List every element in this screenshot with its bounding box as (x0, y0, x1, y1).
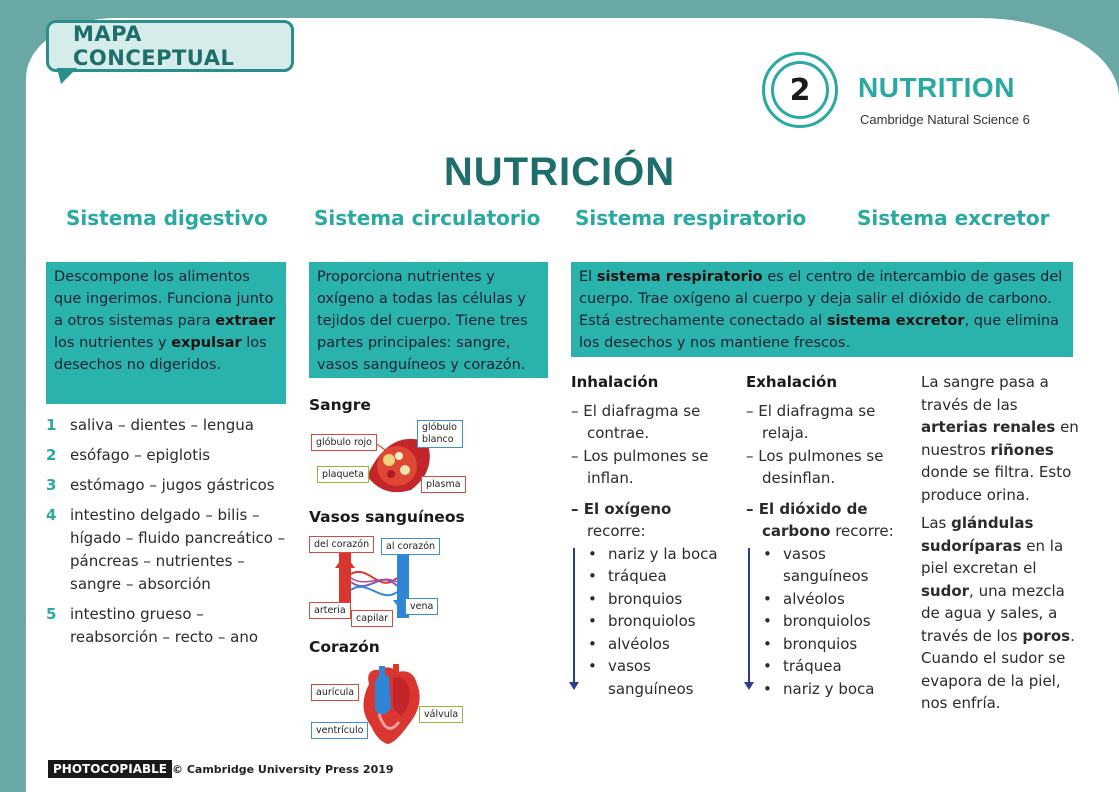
list-item (46, 504, 286, 596)
step-text: saliva – dientes – lengua (70, 416, 254, 434)
excretor-bold: riñones (990, 440, 1054, 459)
label-del-corazon: del corazón (309, 536, 374, 553)
co2-line (746, 498, 906, 543)
label-globulo-rojo: glóbulo rojo (311, 434, 377, 451)
corazon-title: Corazón (309, 638, 380, 656)
circulatorio-intro-box: Proporciona nutrientes y oxígeno a todas las células y tejidos del cuerpo. Tiene tres partes principales: sangre, vasos sanguíneos y corazón. (309, 262, 548, 378)
copyright-text: © Cambridge University Press 2019 (172, 763, 394, 776)
inhalacion-line: – Los pulmones se inflan. (571, 446, 709, 487)
list-item: • alvéolos (783, 588, 906, 611)
list-item (46, 414, 286, 437)
list-item (46, 474, 286, 497)
excretor-bold: arterias renales (921, 418, 1056, 436)
list-item: • bronquiolos (783, 610, 906, 633)
list-item: • bronquios (608, 588, 731, 611)
excretor-bold: poros (1022, 626, 1071, 645)
photocopiable-badge: PHOTOCOPIABLE (48, 760, 172, 778)
oxygen-arrow (573, 548, 575, 688)
digestivo-intro-box (46, 262, 286, 404)
digestivo-intro-text: los nutrientes y (54, 335, 172, 351)
digestivo-intro-bold: expulsar (171, 335, 242, 351)
vasos-title: Vasos sanguíneos (309, 508, 465, 526)
label-capilar: capilar (351, 610, 393, 627)
step-number: 5 (46, 605, 57, 623)
list-item: • nariz y boca (783, 678, 906, 701)
heading-respiratorio: Sistema respiratorio (575, 206, 807, 230)
label-auricula: aurícula (311, 684, 359, 701)
excretor-text-span: . Cuando el sudor se evapora de la piel, nos enfría. (921, 626, 1075, 712)
unit-badge (762, 52, 838, 128)
respiratorio-intro-text: , que elimina los desechos y nos mantiene frescos. (579, 313, 1059, 351)
label-al-corazon: al corazón (381, 538, 440, 555)
list-item: • alvéolos (608, 633, 731, 656)
oxygen-bold: – El oxígeno (571, 499, 672, 518)
excretor-text-span: Las (921, 514, 952, 532)
label-globulo-blanco: glóbulo blanco (417, 420, 463, 448)
excretor-text-span: donde se filtra. Esto produce orina. (921, 463, 1072, 504)
respiratorio-intro-box (571, 262, 1073, 357)
list-item: • tráquea (608, 565, 731, 588)
step-text: esófago – epiglotis (70, 446, 211, 464)
vessels-illustration (309, 534, 459, 626)
exhalacion-title: Exhalación (746, 373, 838, 391)
label-valvula: válvula (419, 706, 463, 723)
digestivo-intro-text: Descompone los alimentos que ingerimos. Funciona junto a otros sistemas para (54, 269, 274, 329)
list-item: • tráquea (783, 655, 906, 678)
exhalacion-column (746, 371, 906, 700)
concept-map-tag: MAPA CONCEPTUAL (46, 20, 294, 72)
inhalacion-column (571, 371, 731, 700)
list-item: • bronquios (783, 633, 906, 656)
heading-excretor: Sistema excretor (857, 206, 1050, 230)
digestivo-intro-text: los desechos no digeridos. (54, 335, 267, 373)
label-arteria: arteria (309, 602, 351, 619)
label-plasma: plasma (421, 476, 466, 493)
co2-recorre: recorre: (830, 522, 894, 540)
respiratorio-intro-bold: sistema respiratorio (596, 269, 763, 285)
respiratorio-intro-text: El (579, 269, 597, 285)
step-number: 3 (46, 476, 57, 494)
unit-subtitle: Cambridge Natural Science 6 (860, 112, 1030, 127)
excretor-text-span: en nuestros (921, 418, 1079, 459)
list-item (46, 603, 286, 649)
digestivo-intro-bold: extraer (215, 313, 276, 329)
list-item: • bronquiolos (608, 610, 731, 633)
oxygen-recorre: recorre: (587, 522, 646, 540)
page-title: NUTRICIÓN (443, 150, 676, 194)
step-number: 4 (46, 506, 57, 524)
list-item: • vasos sanguíneos (608, 655, 731, 700)
heading-circulatorio: Sistema circulatorio (314, 206, 541, 230)
excretor-text-span: La sangre pasa a través de las (921, 373, 1049, 414)
heading-digestivo: Sistema digestivo (66, 206, 268, 230)
co2-bold: – El dióxido de carbono (746, 499, 868, 540)
respiratorio-intro-text: es el centro de intercambio de gases del cuerpo. Trae oxígeno al cuerpo y deja salir el dióxido de carbono. Está estrechamente conectado al (579, 269, 1063, 329)
step-number: 2 (46, 446, 57, 464)
list-item: • nariz y la boca (608, 543, 731, 566)
excretor-text (921, 371, 1081, 721)
inhalacion-title: Inhalación (571, 373, 659, 391)
excretor-paragraph-1 (921, 371, 1081, 506)
step-text: intestino grueso – reabsorción – recto – ano (70, 605, 259, 646)
excretor-bold: glándulas sudoríparas (921, 514, 1034, 555)
co2-path-list (746, 543, 906, 701)
list-item: • vasos sanguíneos (783, 543, 906, 588)
step-number: 1 (46, 416, 57, 434)
label-vena: vena (405, 598, 438, 615)
excretor-text-span: , una mezcla de agua y sales, a través de los (921, 581, 1065, 645)
oxygen-path-list (571, 543, 731, 701)
digestivo-steps (46, 414, 286, 656)
step-text: estómago – jugos gástricos (70, 476, 275, 494)
exhalacion-line: – El diafragma se relaja. (746, 401, 876, 442)
step-text: intestino delgado – bilis – hígado – fluido pancreático – páncreas – nutrientes – sangre – absorción (70, 506, 286, 593)
unit-title: NUTRITION (858, 72, 1015, 103)
list-item (46, 444, 286, 467)
heart-illustration (309, 664, 465, 748)
excretor-paragraph-2 (921, 512, 1081, 715)
sangre-title: Sangre (309, 396, 371, 414)
inhalacion-line: – El diafragma se contrae. (571, 401, 701, 442)
exhalacion-line: – Los pulmones se desinflan. (746, 446, 884, 487)
oxygen-line (571, 498, 731, 521)
excretor-bold: sudor (921, 581, 970, 600)
blood-illustration (309, 418, 469, 494)
label-ventriculo: ventrículo (311, 722, 368, 739)
co2-arrow (748, 548, 750, 688)
excretor-text-span: en la piel excretan el (921, 536, 1064, 577)
respiratorio-intro-bold: sistema excretor (826, 313, 965, 329)
unit-number: 2 (771, 61, 829, 119)
label-plaqueta: plaqueta (317, 466, 369, 483)
